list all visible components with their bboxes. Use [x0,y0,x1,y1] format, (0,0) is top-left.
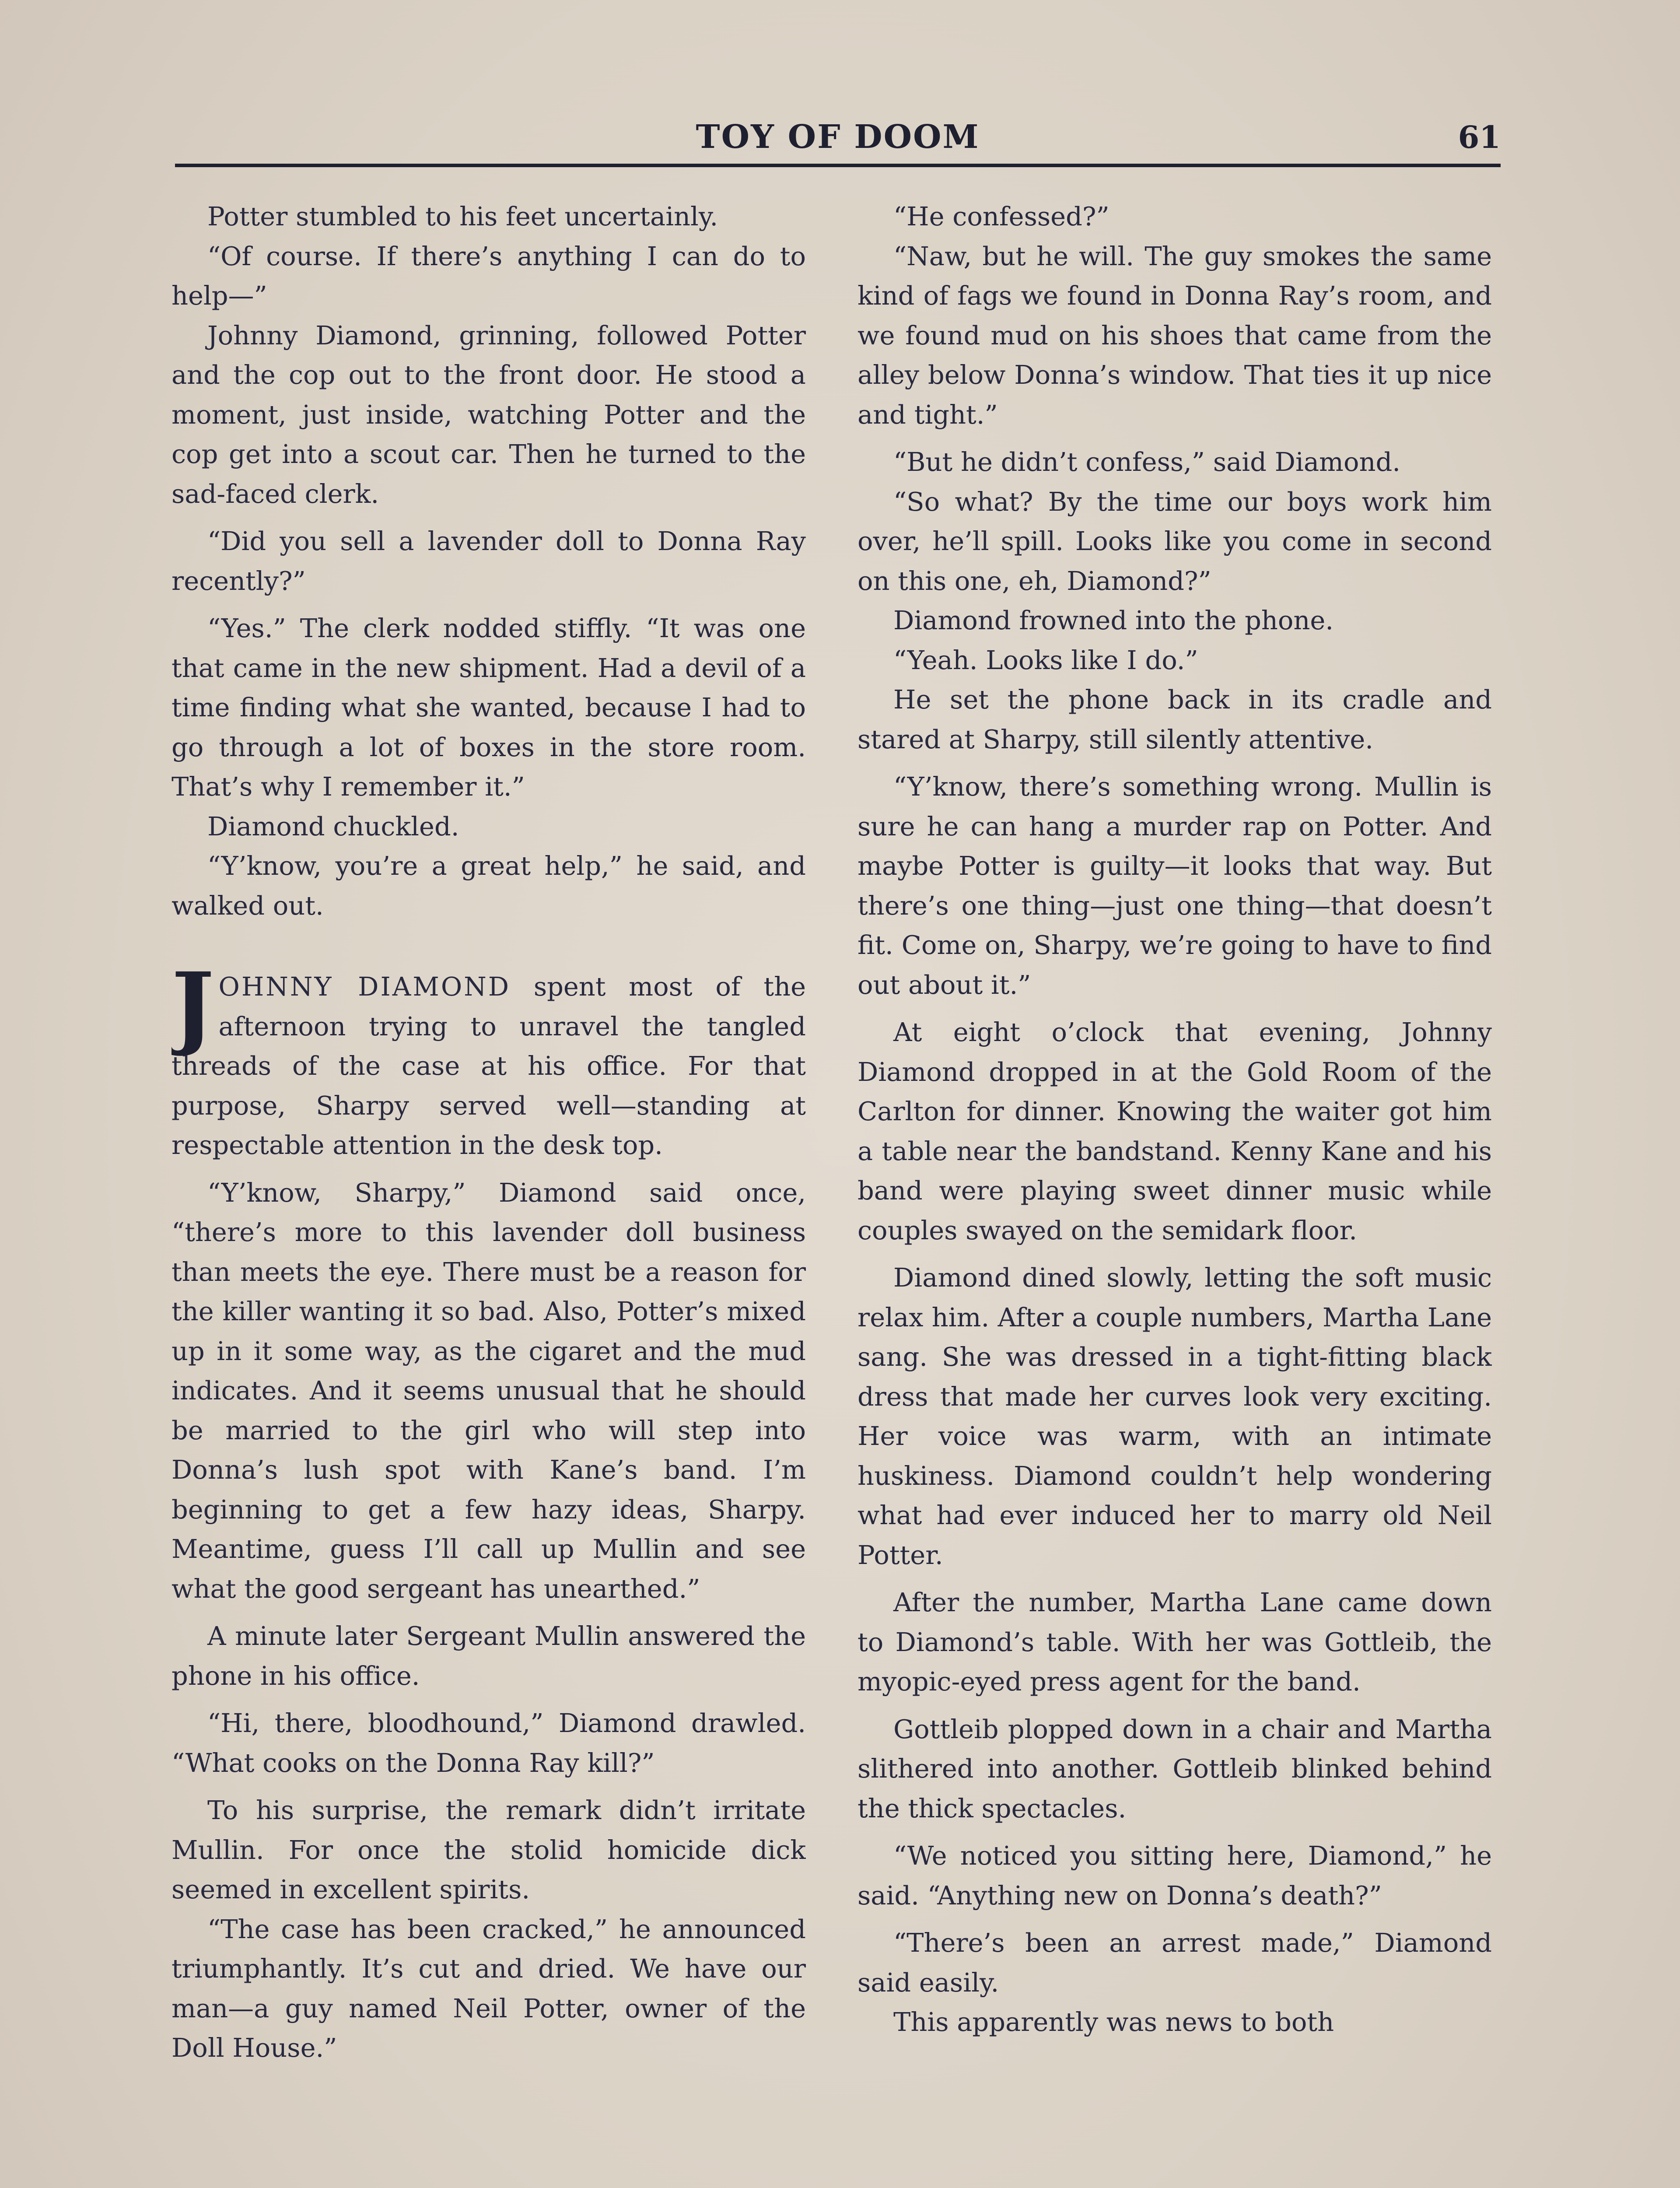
paragraph: “Y’know, there’s something wrong. Mullin is sure he can hang a murder rap on Potter. And maybe Potter is guilty—it looks that way. But there’s one thing—just one thing—that doesn’t fit. Come on, Sharpy, we’re going to have to find out about it.” [858,771,1492,1000]
paragraph: “But he didn’t confess,” said Diamond. [893,447,1400,477]
paragraph: “Y’know, you’re a great help,” he said, and walked out. [172,851,806,921]
paragraph: Gottleib plopped down in a chair and Martha slithered into another. Gottleib blinked behind the thick spectacles. [858,1714,1492,1823]
left-column-bottom [172,1173,806,2068]
running-title: TOY OF DOOM [696,118,980,156]
paragraph: “There’s been an arrest made,” Diamond said easily. [858,1928,1492,1998]
header-rule [175,164,1501,167]
paragraph: “Y’know, Sharpy,” Diamond said once, “there’s more to this lavender doll business than meets the eye. There must be a reason for the killer wanting it so bad. Also, Potter’s mixed up in it some way, as the cigaret and the mud indicates. And it seems unusual that he should be married to the girl who will step into Donna’s lush spot with Kane’s band. I’m beginning to get a few hazy ideas, Sharpy. Meantime, guess I’ll call up Mullin and see what the good sergeant has unearthed.” [172,1177,806,1604]
paragraph: “Yeah. Looks like I do.” [893,645,1198,675]
section-opening-paragraph [172,953,806,1165]
paragraph: “So what? By the time our boys work him over, he’ll spill. Looks like you come in second on this one, eh, Diamond?” [858,486,1492,596]
right-column [858,197,1492,2188]
paragraph: To his surprise, the remark didn’t irritate Mullin. For once the stolid homicide dick seemed in excellent spirits. [172,1795,806,1904]
drop-cap: J [172,953,214,1059]
lead-in-caps: OHNNY DIAMOND [218,971,511,1002]
paragraph: Diamond frowned into the phone. [893,605,1334,635]
lead-in-text: spent most of the afternoon trying to unravel the tangled threads of the case at his office. For that purpose, Sharpy served well—standing at respectable attention in the desk top. [172,971,806,1160]
paragraph: “Did you sell a lavender doll to Donna Ray recently?” [172,526,806,596]
paragraph: After the number, Martha Lane came down to Diamond’s table. With her was Gottleib, the myopic-eyed press agent for the band. [858,1587,1492,1697]
paragraph: “Of course. If there’s anything I can do to help—” [172,241,806,311]
paragraph: “We noticed you sitting here, Diamond,” he said. “Anything new on Donna’s death?” [858,1841,1492,1911]
paragraph: “Naw, but he will. The guy smokes the same kind of fags we found in Donna Ray’s room, and we found mud on his shoes that came from the alley below Donna’s window. That ties it up nice and tight.” [858,241,1492,430]
paragraph: “He confessed?” [893,201,1110,231]
paragraph: “The case has been cracked,” he announced triumphantly. It’s cut and dried. We have our man—a guy named Neil Potter, owner of the Doll House.” [172,1914,806,2063]
page-header [175,118,1501,166]
paragraph: Johnny Diamond, grinning, followed Potter and the cop out to the front door. He stood a moment, just inside, watching Potter and the cop get into a scout car. Then he turned to the sad-faced clerk. [172,320,806,509]
paragraph: At eight o’clock that evening, Johnny Diamond dropped in at the Gold Room of the Carlton for dinner. Knowing the waiter got him a table near the bandstand. Kenny Kane and his band were playing sweet dinner music while couples swayed on the semidark floor. [858,1017,1492,1245]
paragraph: “Yes.” The clerk nodded stiffly. “It was one that came in the new shipment. Had a devil of a time finding what she wanted, because I had to go through a lot of boxes in the store room. That’s why I remember it.” [172,613,806,802]
paragraph: “Hi, there, bloodhound,” Diamond drawled. “What cooks on the Donna Ray kill?” [172,1708,806,1778]
paragraph: A minute later Sergeant Mullin answered the phone in his office. [172,1621,806,1691]
left-column-top [172,197,806,926]
paragraph: He set the phone back in its cradle and stared at Sharpy, still silently attentive. [858,684,1492,754]
left-column [172,197,806,2188]
paragraph: Diamond chuckled. [207,811,459,842]
right-column-body [858,197,1492,2042]
page-number: 61 [1458,119,1501,155]
paragraph: This apparently was news to both [893,2007,1334,2037]
paragraph: Diamond dined slowly, letting the soft music relax him. After a couple numbers, Martha Lane sang. She was dressed in a tight-fitting black dress that made her curves look very exciting. Her voice was warm, with an intimate huskiness. Diamond couldn’t help wondering what had ever induced her to marry old Neil Potter. [858,1262,1492,1570]
paragraph: Potter stumbled to his feet uncertainly. [207,201,718,231]
